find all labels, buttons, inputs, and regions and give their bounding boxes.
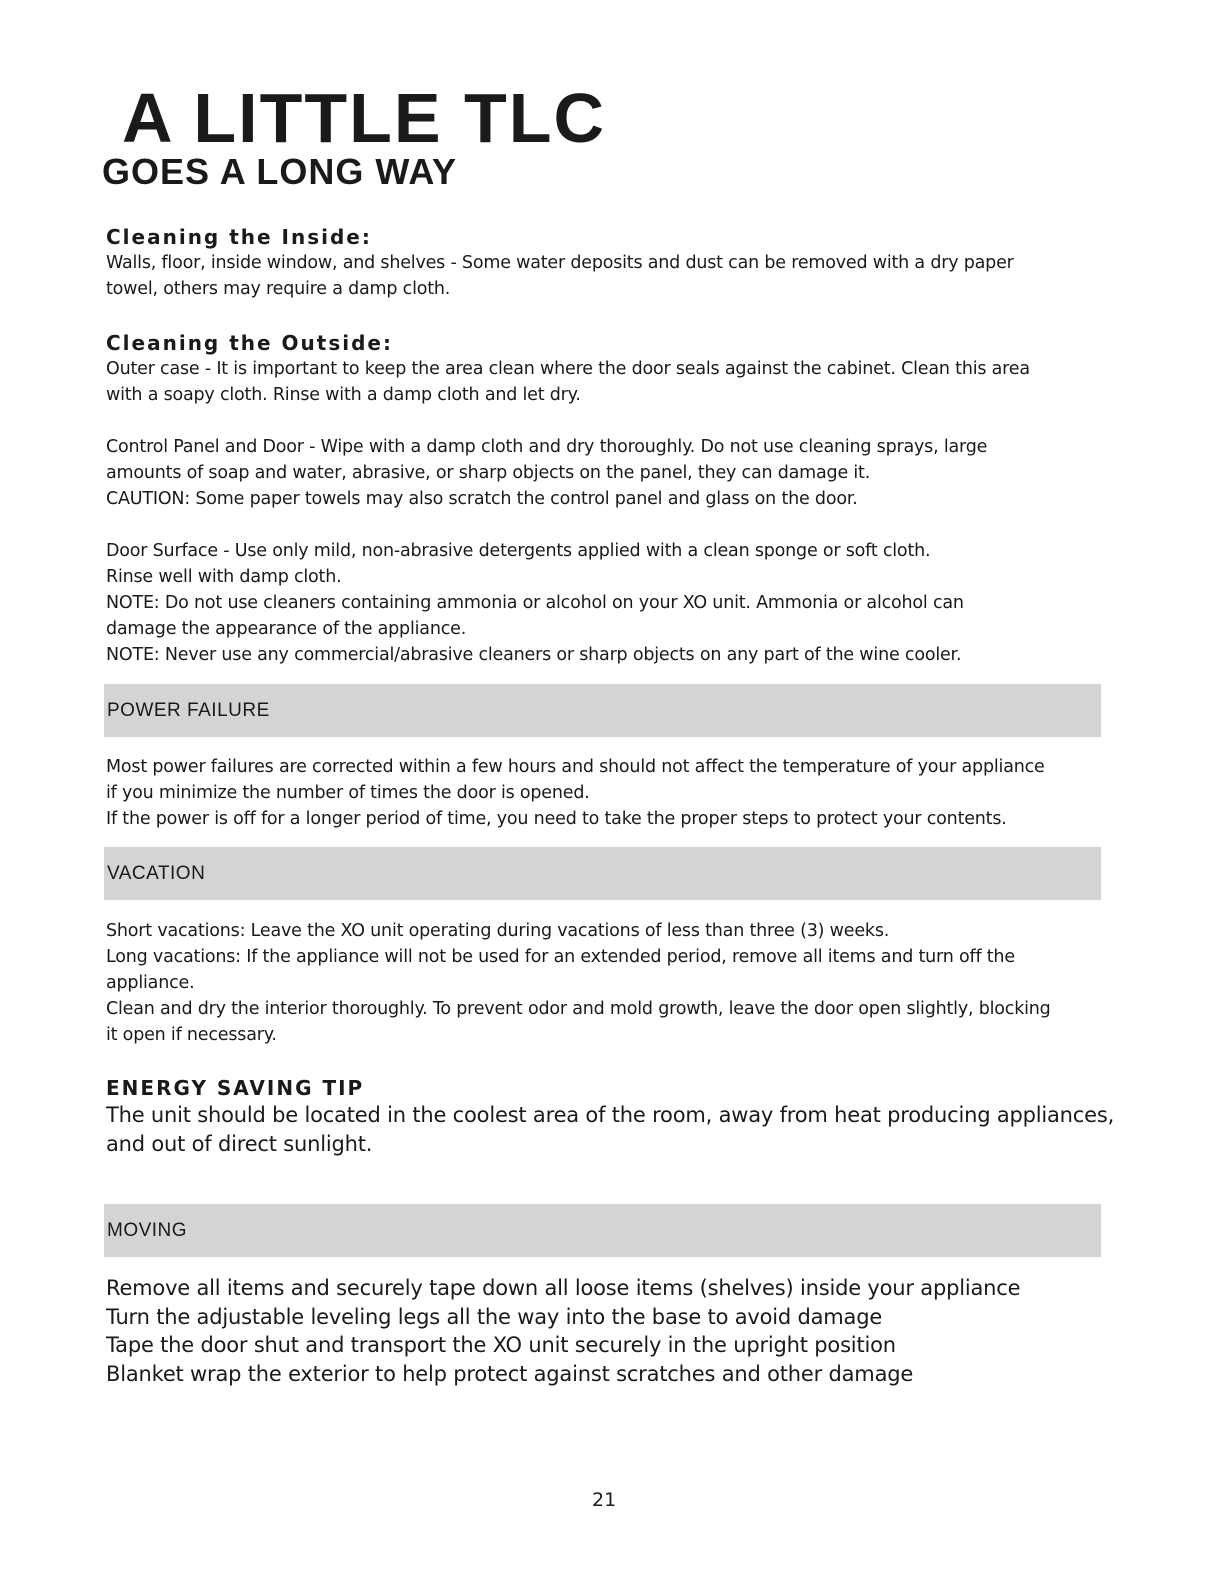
moving-label: MOVING — [107, 1220, 188, 1241]
energy-tip-line: and out of direct sunlight. — [106, 1131, 373, 1156]
cleaning-inside-line: towel, others may require a damp cloth. — [106, 279, 451, 299]
page-subtitle: GOES A LONG WAY — [102, 151, 458, 192]
vacation-line: Short vacations: Leave the XO unit operating during vacations of less than three (3) weeks. — [106, 921, 890, 941]
power-failure-label: POWER FAILURE — [107, 700, 270, 721]
vacation-section — [106, 918, 1146, 1048]
vacation-line: it open if necessary. — [106, 1025, 277, 1045]
control-panel-line: amounts of soap and water, abrasive, or sharp objects on the panel, they can damage it. — [106, 463, 871, 483]
power-failure-band — [104, 684, 1101, 737]
moving-band — [104, 1204, 1101, 1257]
door-surface-line: Door Surface - Use only mild, non-abrasive detergents applied with a clean sponge or soft cloth. — [106, 541, 931, 561]
outer-case-line: with a soapy cloth. Rinse with a damp cloth and let dry. — [106, 385, 581, 405]
caution-line: CAUTION: Some paper towels may also scratch the control panel and glass on the door. — [106, 489, 858, 509]
outer-case-line: Outer case - It is important to keep the area clean where the door seals against the cabinet. Clean this area — [106, 359, 1030, 379]
cleaning-inside-section — [106, 224, 1146, 302]
power-failure-line: if you minimize the number of times the door is opened. — [106, 783, 590, 803]
vacation-line: Clean and dry the interior thoroughly. To prevent odor and mold growth, leave the door open slightly, blocking — [106, 999, 1051, 1019]
energy-tip-heading: ENERGY SAVING TIP — [106, 1076, 365, 1100]
cleaning-outside-section — [106, 330, 1146, 408]
control-panel-paragraph — [106, 434, 1146, 512]
note-line: NOTE: Never use any commercial/abrasive cleaners or sharp objects on any part of the wine cooler. — [106, 645, 962, 665]
moving-line: Remove all items and securely tape down all loose items (shelves) inside your appliance — [106, 1276, 1021, 1300]
note-line: NOTE: Do not use cleaners containing ammonia or alcohol on your XO unit. Ammonia or alcohol can — [106, 593, 964, 613]
control-panel-line: Control Panel and Door - Wipe with a damp cloth and dry thoroughly. Do not use cleaning sprays, large — [106, 437, 988, 457]
moving-line: Blanket wrap the exterior to help protect against scratches and other damage — [106, 1361, 914, 1386]
note-line: damage the appearance of the appliance. — [106, 619, 467, 639]
page-title: A LITTLE TLC — [122, 79, 607, 157]
vacation-line: Long vacations: If the appliance will not be used for an extended period, remove all items and turn off the — [106, 947, 1015, 967]
vacation-band — [104, 847, 1101, 900]
power-failure-line: Most power failures are corrected within a few hours and should not affect the temperature of your appliance — [106, 757, 1045, 777]
cleaning-inside-line: Walls, floor, inside window, and shelves - Some water deposits and dust can be removed with a dry paper — [106, 253, 1014, 273]
cleaning-inside-heading: Cleaning the Inside: — [106, 225, 372, 249]
moving-line: Turn the adjustable leveling legs all the way into the base to avoid damage — [106, 1304, 883, 1329]
moving-line: Tape the door shut and transport the XO unit securely in the upright position — [106, 1333, 896, 1357]
door-surface-line: Rinse well with damp cloth. — [106, 567, 342, 587]
power-failure-line: If the power is off for a longer period of time, you need to take the proper steps to protect your contents. — [106, 809, 1007, 829]
energy-tip-section — [106, 1075, 1146, 1158]
vacation-label: VACATION — [107, 863, 206, 884]
door-surface-paragraph — [106, 538, 1146, 668]
moving-section — [106, 1274, 1146, 1388]
energy-tip-line: The unit should be located in the coolest area of the room, away from heat producing appliances, — [106, 1103, 1115, 1127]
page-number: 21 — [592, 1489, 617, 1511]
vacation-line: appliance. — [106, 973, 195, 993]
cleaning-outside-heading: Cleaning the Outside: — [106, 331, 393, 355]
power-failure-section — [106, 754, 1146, 832]
